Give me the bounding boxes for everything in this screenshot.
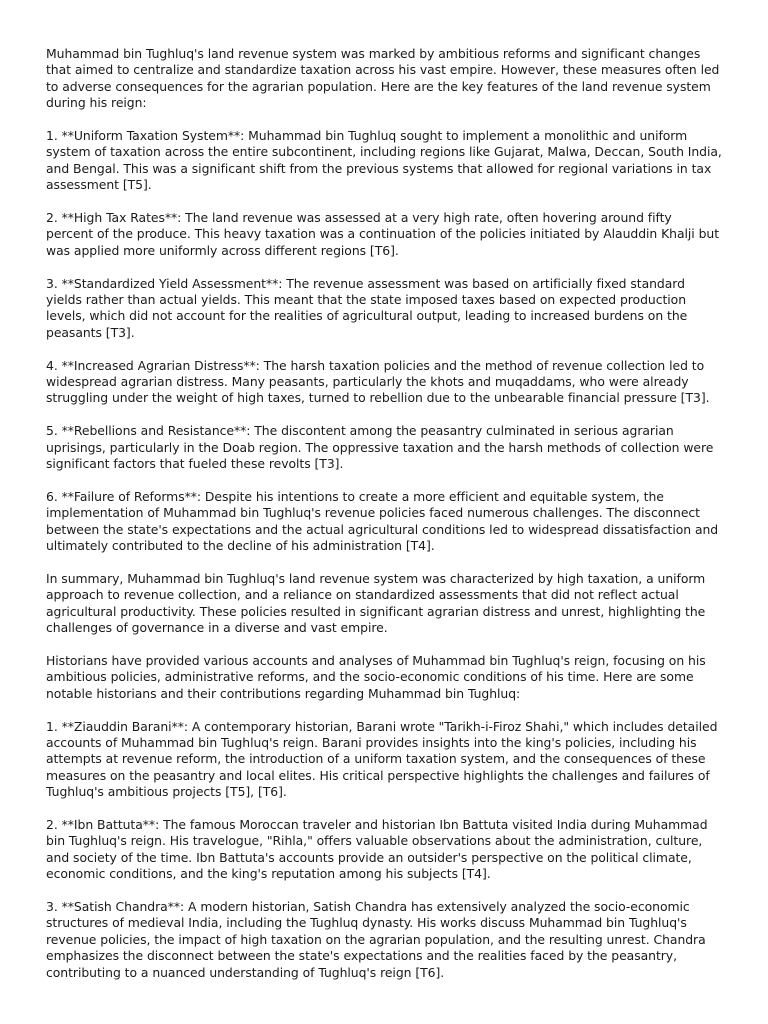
point-agrarian-distress: 4. **Increased Agrarian Distress**: The harsh taxation policies and the method of revenue collection led to widespread agrarian distress. Many peasants, particularly the khots and muqaddams, who were already struggling under the weight of high taxes, turned to rebellion due to the unbearable financial pressure [T3]. <box>46 357 710 406</box>
point-standardized-yield: 3. **Standardized Yield Assessment**: The revenue assessment was based on artificially fixed standard yields rather than actual yields. This meant that the state imposed taxes based on expected production levels, which did not account for the realities of agricultural output, leading to increased burdens on the peasants [T3]. <box>46 275 688 340</box>
point-rebellions: 5. **Rebellions and Resistance**: The discontent among the peasantry culminated in serious agrarian uprisings, particularly in the Doab region. The oppressive taxation and the harsh methods of collection were significant factors that fueled these revolts [T3]. <box>46 423 714 472</box>
historians-intro-paragraph: Historians have provided various accounts and analyses of Muhammad bin Tughluq's reign, focusing on his ambitious policies, administrative reforms, and the socio-economic conditions of his time. Here are some notable historians and their contributions regarding Muhammad bin Tughluq: <box>46 652 706 701</box>
point-failure-of-reforms: 6. **Failure of Reforms**: Despite his intentions to create a more efficient and equitable system, the implementation of Muhammad bin Tughluq's revenue policies faced numerous challenges. The disconnect between the state's expectations and the actual agricultural conditions led to widespread dissatisfaction and ultimately contributed to the decline of his administration [T4]. <box>46 488 719 554</box>
point-uniform-taxation: 1. **Uniform Taxation System**: Muhammad bin Tughluq sought to implement a monolithic and uniform system of taxation across the entire subcontinent, including regions like Gujarat, Malwa, Deccan, South India, and Bengal. This was a significant shift from the previous systems that allowed for regional variations in tax assessment [T5]. <box>46 128 722 193</box>
historian-satish-chandra: 3. **Satish Chandra**: A modern historian, Satish Chandra has extensively analyzed the socio-economic structures of medieval India, including the Tughluq dynasty. His works discuss Muhammad bin Tughluq's revenue policies, the impact of high taxation on the agrarian population, and the resulting unrest. Chandra emphasizes the disconnect between the state's expectations and the realities faced by the peasantry, contributing to a nuanced understanding of Tughluq's reign [T6]. <box>46 898 706 980</box>
intro-paragraph: Muhammad bin Tughluq's land revenue system was marked by ambitious reforms and significant changes that aimed to centralize and standardize taxation across his vast empire. However, these measures often led to adverse consequences for the agrarian population. Here are the key features of the land revenue system during his reign: <box>46 46 720 111</box>
point-high-tax-rates: 2. **High Tax Rates**: The land revenue was assessed at a very high rate, often hovering around fifty percent of the produce. This heavy taxation was a continuation of the policies initiated by Alauddin Khalji but was applied more uniformly across different regions [T6]. <box>46 210 720 258</box>
historian-barani: 1. **Ziauddin Barani**: A contemporary historian, Barani wrote "Tarikh-i-Firoz Shahi," which includes detailed accounts of Muhammad bin Tughluq's reign. Barani provides insights into the king's policies, including his attempts at revenue reform, the introduction of a uniform taxation system, and the consequences of these measures on the peasantry and local elites. His critical perspective highlights the challenges and failures of Tughluq's ambitious projects [T5], [T6]. <box>46 718 718 800</box>
historian-ibn-battuta: 2. **Ibn Battuta**: The famous Moroccan traveler and historian Ibn Battuta visited India during Muhammad bin Tughluq's reign. His travelogue, "Rihla," offers valuable observations about the administration, culture, and society of the time. Ibn Battuta's accounts provide an outsider's perspective on the political climate, economic conditions, and the king's reputation among his subjects [T4]. <box>46 816 708 882</box>
summary-paragraph: In summary, Muhammad bin Tughluq's land revenue system was characterized by high taxation, a uniform approach to revenue collection, and a reliance on standardized assessments that did not reflect actual agricultural productivity. These policies resulted in significant agrarian distress and unrest, highlighting the challenges of governance in a diverse and vast empire. <box>46 570 706 636</box>
document-body <box>46 46 722 997</box>
